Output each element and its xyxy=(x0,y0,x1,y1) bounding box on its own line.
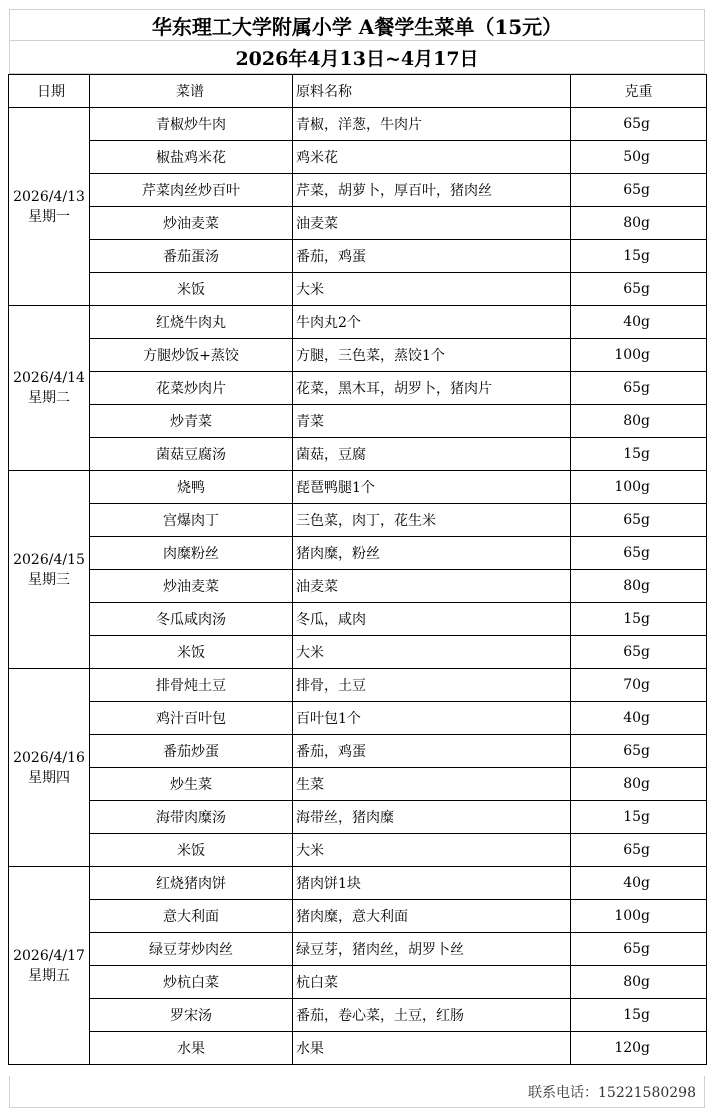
ingredients-cell: 杭白菜 xyxy=(293,966,571,999)
ingredients-cell: 生菜 xyxy=(293,768,571,801)
table-row xyxy=(9,702,707,735)
dish-cell: 炒生菜 xyxy=(90,768,293,801)
ingredients-cell: 大米 xyxy=(293,636,571,669)
header-date: 日期 xyxy=(9,75,90,108)
ingredients-cell: 猪肉饼1块 xyxy=(293,867,571,900)
weight-cell: 40g xyxy=(571,867,707,900)
weight-cell: 80g xyxy=(571,405,707,438)
day-date: 2026/4/13 xyxy=(13,188,85,205)
dish-cell: 青椒炒牛肉 xyxy=(90,108,293,141)
menu-date-range: 2026年4月13日~4月17日 xyxy=(9,41,705,74)
ingredients-cell: 大米 xyxy=(293,834,571,867)
menu-table xyxy=(8,74,707,1065)
day-cell xyxy=(9,669,90,867)
dish-cell: 水果 xyxy=(90,1032,293,1065)
table-row xyxy=(9,933,707,966)
table-row xyxy=(9,867,707,900)
ingredients-cell: 猪肉糜，意大利面 xyxy=(293,900,571,933)
ingredients-cell: 大米 xyxy=(293,273,571,306)
menu-title: 华东理工大学附属小学 A餐学生菜单（15元） xyxy=(9,9,705,41)
weight-cell: 65g xyxy=(571,273,707,306)
table-row xyxy=(9,174,707,207)
ingredients-cell: 琵琶鸭腿1个 xyxy=(293,471,571,504)
ingredients-cell: 排骨，土豆 xyxy=(293,669,571,702)
day-weekday: 星期一 xyxy=(28,208,70,225)
dish-cell: 鸡汁百叶包 xyxy=(90,702,293,735)
dish-cell: 红烧牛肉丸 xyxy=(90,306,293,339)
header-row xyxy=(9,75,707,108)
table-row xyxy=(9,900,707,933)
weight-cell: 65g xyxy=(571,504,707,537)
weight-cell: 40g xyxy=(571,702,707,735)
ingredients-cell: 番茄，鸡蛋 xyxy=(293,735,571,768)
ingredients-cell: 海带丝，猪肉糜 xyxy=(293,801,571,834)
dish-cell: 菌菇豆腐汤 xyxy=(90,438,293,471)
ingredients-cell: 猪肉糜，粉丝 xyxy=(293,537,571,570)
day-weekday: 星期三 xyxy=(28,571,70,588)
day-cell xyxy=(9,471,90,669)
day-cell xyxy=(9,306,90,471)
table-row xyxy=(9,966,707,999)
dish-cell: 宫爆肉丁 xyxy=(90,504,293,537)
table-row xyxy=(9,801,707,834)
ingredients-cell: 水果 xyxy=(293,1032,571,1065)
dish-cell: 米饭 xyxy=(90,834,293,867)
table-row xyxy=(9,108,707,141)
table-row xyxy=(9,504,707,537)
dish-cell: 番茄炒蛋 xyxy=(90,735,293,768)
ingredients-cell: 冬瓜，咸肉 xyxy=(293,603,571,636)
dish-cell: 绿豆芽炒肉丝 xyxy=(90,933,293,966)
ingredients-cell: 牛肉丸2个 xyxy=(293,306,571,339)
table-row xyxy=(9,768,707,801)
dish-cell: 排骨炖土豆 xyxy=(90,669,293,702)
table-row xyxy=(9,306,707,339)
ingredients-cell: 青菜 xyxy=(293,405,571,438)
table-row xyxy=(9,471,707,504)
weight-cell: 80g xyxy=(571,207,707,240)
menu-body xyxy=(9,108,707,1065)
weight-cell: 50g xyxy=(571,141,707,174)
weight-cell: 15g xyxy=(571,603,707,636)
table-row xyxy=(9,999,707,1032)
table-row xyxy=(9,636,707,669)
table-row xyxy=(9,669,707,702)
dish-cell: 冬瓜咸肉汤 xyxy=(90,603,293,636)
table-row xyxy=(9,537,707,570)
table-row xyxy=(9,372,707,405)
table-row xyxy=(9,735,707,768)
contact-phone: 联系电话：15221580298 xyxy=(9,1076,705,1108)
day-weekday: 星期二 xyxy=(28,390,70,406)
dish-cell: 红烧猪肉饼 xyxy=(90,867,293,900)
ingredients-cell: 菌菇，豆腐 xyxy=(293,438,571,471)
dish-cell: 花菜炒肉片 xyxy=(90,372,293,405)
weight-cell: 65g xyxy=(571,636,707,669)
day-date: 2026/4/16 xyxy=(13,749,85,766)
weight-cell: 80g xyxy=(571,966,707,999)
day-date: 2026/4/17 xyxy=(13,947,85,964)
day-weekday: 星期四 xyxy=(28,769,70,786)
weight-cell: 65g xyxy=(571,174,707,207)
ingredients-cell: 番茄，卷心菜，土豆，红肠 xyxy=(293,999,571,1032)
header-dish: 菜谱 xyxy=(90,75,293,108)
weight-cell: 65g xyxy=(571,834,707,867)
table-row xyxy=(9,834,707,867)
header-ingredients: 原料名称 xyxy=(293,75,571,108)
dish-cell: 肉糜粉丝 xyxy=(90,537,293,570)
ingredients-cell: 青椒，洋葱，牛肉片 xyxy=(293,108,571,141)
day-cell xyxy=(9,108,90,306)
weight-cell: 15g xyxy=(571,438,707,471)
ingredients-cell: 方腿，三色菜，蒸饺1个 xyxy=(293,339,571,372)
weight-cell: 100g xyxy=(571,339,707,372)
dish-cell: 番茄蛋汤 xyxy=(90,240,293,273)
weight-cell: 65g xyxy=(571,933,707,966)
ingredients-cell: 绿豆芽，猪肉丝，胡罗卜丝 xyxy=(293,933,571,966)
weight-cell: 15g xyxy=(571,999,707,1032)
day-date: 2026/4/15 xyxy=(13,551,85,568)
weight-cell: 80g xyxy=(571,570,707,603)
table-row xyxy=(9,240,707,273)
weight-cell: 100g xyxy=(571,900,707,933)
dish-cell: 炒杭白菜 xyxy=(90,966,293,999)
dish-cell: 意大利面 xyxy=(90,900,293,933)
ingredients-cell: 油麦菜 xyxy=(293,207,571,240)
dish-cell: 炒油麦菜 xyxy=(90,570,293,603)
weight-cell: 100g xyxy=(571,471,707,504)
dish-cell: 方腿炒饭+蒸饺 xyxy=(90,339,293,372)
dish-cell: 芹菜肉丝炒百叶 xyxy=(90,174,293,207)
table-row xyxy=(9,141,707,174)
weight-cell: 40g xyxy=(571,306,707,339)
weight-cell: 70g xyxy=(571,669,707,702)
weight-cell: 65g xyxy=(571,372,707,405)
day-date: 2026/4/14 xyxy=(13,370,85,386)
day-cell xyxy=(9,867,90,1065)
dish-cell: 烧鸭 xyxy=(90,471,293,504)
ingredients-cell: 花菜，黑木耳，胡罗卜，猪肉片 xyxy=(293,372,571,405)
ingredients-cell: 油麦菜 xyxy=(293,570,571,603)
dish-cell: 罗宋汤 xyxy=(90,999,293,1032)
dish-cell: 米饭 xyxy=(90,273,293,306)
header-weight: 克重 xyxy=(571,75,707,108)
weight-cell: 65g xyxy=(571,537,707,570)
weight-cell: 15g xyxy=(571,240,707,273)
weight-cell: 80g xyxy=(571,768,707,801)
ingredients-cell: 三色菜，肉丁，花生米 xyxy=(293,504,571,537)
weight-cell: 15g xyxy=(571,801,707,834)
table-row xyxy=(9,207,707,240)
weight-cell: 65g xyxy=(571,735,707,768)
table-row xyxy=(9,438,707,471)
ingredients-cell: 番茄，鸡蛋 xyxy=(293,240,571,273)
dish-cell: 海带肉糜汤 xyxy=(90,801,293,834)
dish-cell: 椒盐鸡米花 xyxy=(90,141,293,174)
dish-cell: 炒青菜 xyxy=(90,405,293,438)
table-row xyxy=(9,1032,707,1065)
table-row xyxy=(9,273,707,306)
ingredients-cell: 百叶包1个 xyxy=(293,702,571,735)
weight-cell: 65g xyxy=(571,108,707,141)
ingredients-cell: 芹菜，胡萝卜，厚百叶，猪肉丝 xyxy=(293,174,571,207)
table-row xyxy=(9,405,707,438)
table-row xyxy=(9,570,707,603)
day-weekday: 星期五 xyxy=(28,967,70,984)
table-row xyxy=(9,603,707,636)
weight-cell: 120g xyxy=(571,1032,707,1065)
table-row xyxy=(9,339,707,372)
ingredients-cell: 鸡米花 xyxy=(293,141,571,174)
dish-cell: 米饭 xyxy=(90,636,293,669)
dish-cell: 炒油麦菜 xyxy=(90,207,293,240)
